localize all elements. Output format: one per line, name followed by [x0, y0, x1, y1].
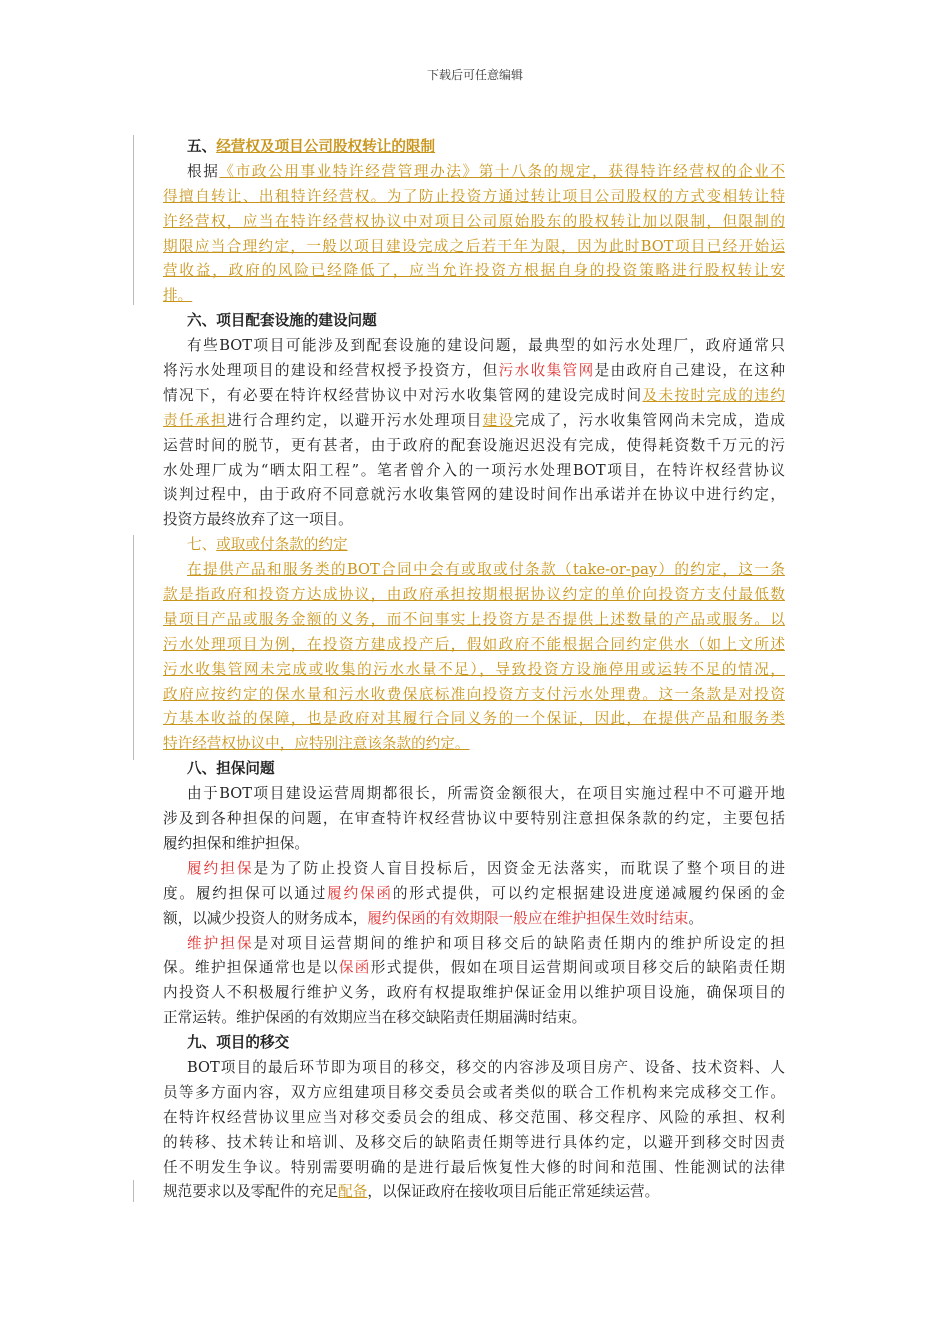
paragraph-line: 维护担保是对项目运营期间的维护和项目移交后的缺陷责任期内的维护所设定的担: [187, 934, 785, 952]
paragraph-line: 任不明发生争议。特别需要明确的是进行最后恢复性大修的时间和范围、性能测试的法律: [163, 1158, 785, 1176]
paragraph-line: 根据《市政公用事业特许经营管理办法》第十八条的规定，获得特许经营权的企业不: [187, 162, 785, 180]
paragraph-line: 保。维护担保通常也是以保函形式提供，假如在项目运营期间或项目移交后的缺陷责任期: [163, 959, 785, 977]
paragraph-line: 投资方最终放弃了这一项目。: [163, 511, 353, 529]
change-bar: [133, 1180, 134, 1202]
paragraph-line: 排。: [163, 287, 193, 305]
paragraph-line: 水处理厂成为“晒太阳工程”。笔者曾介入的一项污水处理BOT项目，在特许权经营协议: [163, 461, 785, 479]
page-header: 下载后可任意编辑: [426, 68, 523, 82]
paragraph-line: 员等多方面内容，双方应组建项目移交委员会或者类似的联合工作机构来完成移交工作。: [163, 1083, 785, 1101]
paragraph-line: 履约担保是为了防止投资人盲目投标后，因资金无法落实，而耽误了整个项目的进: [187, 859, 785, 877]
section-heading: 九、项目的移交: [187, 1034, 290, 1052]
paragraph-line: 由于BOT项目建设运营周期都很长，所需资金额很大，在项目实施过程中不可避开地: [187, 785, 785, 803]
section-heading: 七、或取或付条款的约定: [187, 536, 348, 554]
paragraph-line: BOT项目的最后环节即为项目的移交，移交的内容涉及项目房产、设备、技术资料、人: [187, 1058, 785, 1076]
paragraph-line: 的转移、技术转让和培训、及移交后的缺陷责任期等进行具体约定，以避开到移交时因责: [163, 1133, 785, 1151]
paragraph-line: 方基本收益的保障，也是政府对其履行合同义务的一个保证，因此，在提供产品和服务类: [163, 710, 785, 728]
paragraph-line: 正常运转。维护保函的有效期应当在移交缺陷责任期届满时结束。: [163, 1009, 587, 1027]
paragraph-line: 许经营权，应当在特许经营权协议中对项目公司原始股东的股权转让加以限制，但限制的: [163, 212, 785, 230]
paragraph-line: 涉及到各种担保的问题，在审查特许权经营协议中要特别注意担保条款的约定，主要包括: [163, 810, 785, 828]
paragraph-line: 履约担保和维护担保。: [163, 834, 309, 852]
section-heading: 八、担保问题: [187, 760, 275, 778]
section-heading: 六、项目配套设施的建设问题: [187, 312, 377, 330]
paragraph-line: 特许经营权协议中，应特别注意该条款的约定。: [163, 735, 470, 753]
paragraph-line: 内投资人不积极履行维护义务，政府有权提取维护保证金用以维护项目设施，确保项目的: [163, 984, 785, 1002]
paragraph-line: 污水收集管网未完成或收集的污水水量不足），导致投资方设施停用或运转不足的情况，: [163, 660, 785, 678]
paragraph-line: 在特许权经营协议里应当对移交委员会的组成、移交范围、移交程序、风险的承担、权利: [163, 1108, 785, 1126]
change-bar: [133, 135, 134, 305]
document-body: [163, 135, 785, 1205]
section-heading: 五、经营权及项目公司股权转让的限制: [187, 138, 436, 155]
paragraph-line: 政府应按约定的保水量和污水收费保底标准向投资方支付污水处理费。这一条款是对投资: [163, 685, 785, 703]
paragraph-line: 有些BOT项目可能涉及到配套设施的建设问题，最典型的如污水处理厂，政府通常只: [187, 337, 785, 355]
change-bar: [133, 535, 134, 760]
paragraph-line: 将污水处理项目的建设和经营权授予投资方，但污水收集管网是由政府自己建设，在这种: [163, 362, 785, 380]
paragraph-line: 谈判过程中，由于政府不同意就污水收集管网的建设时间作出承诺并在协议中进行约定，: [163, 486, 785, 504]
paragraph-line: 营收益，政府的风险已经降低了，应当允许投资方根据自身的投资策略进行股权转让安: [163, 262, 785, 280]
paragraph-line: 责任承担进行合理约定，以避开污水处理项目建设完成了，污水收集管网尚未完成，造成: [163, 411, 785, 429]
paragraph-line: 量项目产品或服务金额的义务，而不问事实上投资方是否提供上述数量的产品或服务。以: [163, 610, 785, 628]
paragraph-line: 规范要求以及零配件的充足配备，以保证政府在接收项目后能正常延续运营。: [163, 1183, 660, 1201]
paragraph-line: 在提供产品和服务类的BOT合同中会有或取或付条款（take-or-pay）的约定，这一条: [187, 561, 785, 579]
paragraph-line: 期限应当合理约定，一般以项目建设完成之后若干年为限，因为此时BOT项目已经开始运: [163, 237, 785, 255]
paragraph-line: 度。履约担保可以通过履约保函的形式提供，可以约定根据建设进度递减履约保函的金: [163, 884, 785, 902]
paragraph-line: 污水处理项目为例，在投资方建成投产后，假如政府不能根据合同约定供水（如上文所述: [163, 635, 785, 653]
paragraph-line: 额，以减少投资人的财务成本，履约保函的有效期限一般应在维护担保生效时结束。: [163, 909, 704, 927]
paragraph-line: 得擅自转让、出租特许经营权。为了防止投资方通过转让项目公司股权的方式变相转让特: [163, 187, 785, 205]
paragraph-line: 款是指政府和投资方达成协议，由政府承担按期根据协议约定的单价向投资方支付最低数: [163, 586, 785, 604]
paragraph-line: 情况下，有必要在特许权经营协议中对污水收集管网的建设完成时间及未按时完成的违约: [163, 386, 785, 404]
paragraph-line: 运营时间的脱节，更有甚者，由于政府的配套设施迟迟没有完成，使得耗资数千万元的污: [163, 436, 785, 454]
